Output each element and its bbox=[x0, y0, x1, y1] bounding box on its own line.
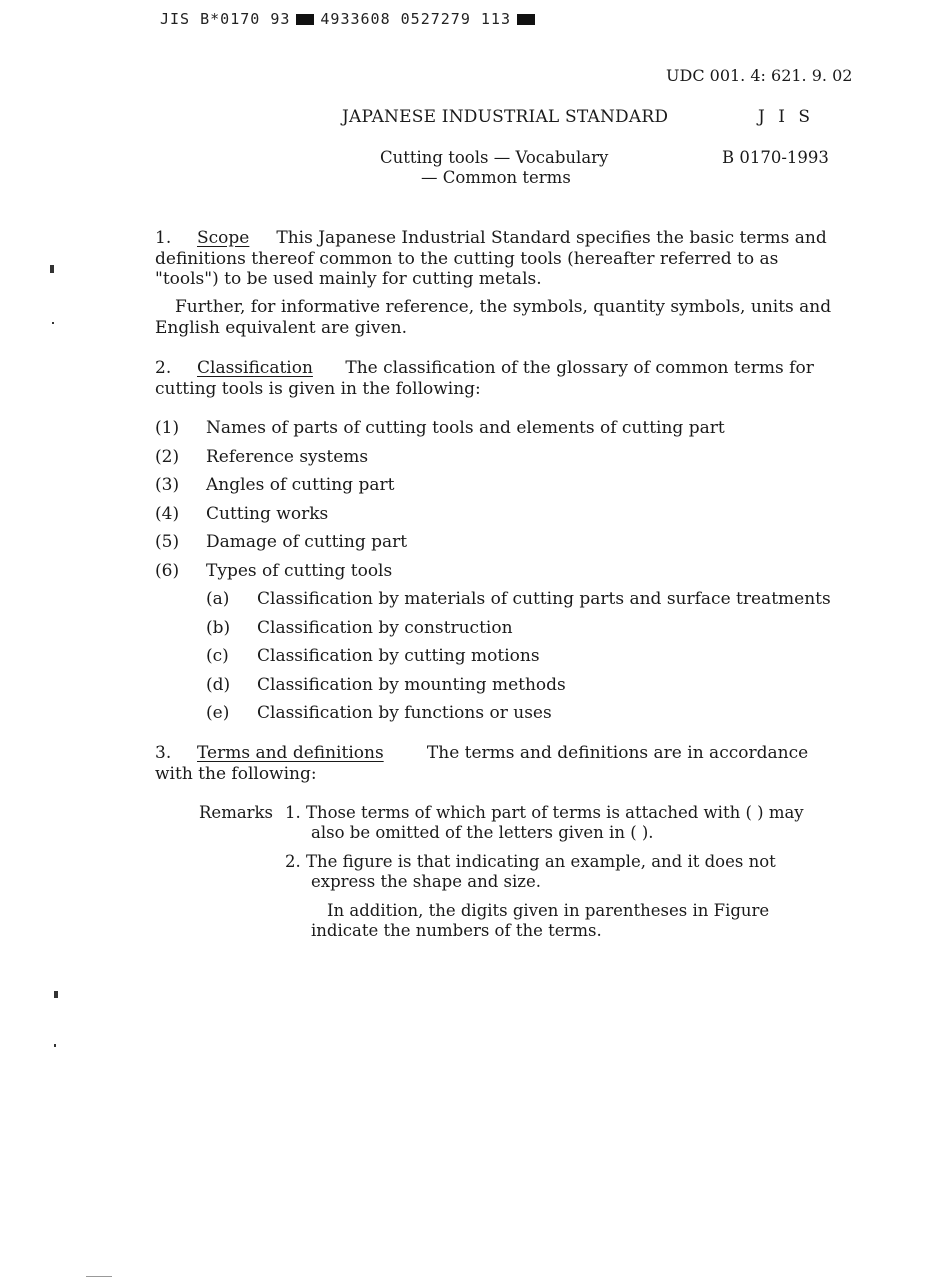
sub-list-item-text: Classification by mounting methods bbox=[257, 674, 566, 695]
scan-speck bbox=[52, 322, 54, 324]
section-text: The classification of the glossary of common terms for cutting tools is given in the following: bbox=[155, 358, 814, 399]
list-item-text: Names of parts of cutting tools and elements of cutting part bbox=[206, 418, 725, 438]
scope-paragraph-2: Further, for informative reference, the symbols, quantity symbols, units and English equivalent are given. bbox=[155, 297, 832, 338]
section-number: 3. bbox=[155, 743, 172, 763]
list-item-number: (1) bbox=[155, 418, 180, 438]
sub-list-item-text: Classification by functions or uses bbox=[257, 703, 552, 724]
list-item-text: Angles of cutting part bbox=[206, 475, 395, 496]
sub-list-item-number: (a) bbox=[206, 589, 230, 609]
scan-speck bbox=[50, 265, 54, 273]
list-item-text: Damage of cutting part bbox=[206, 532, 408, 553]
scan-speck bbox=[54, 991, 58, 998]
code-part-1: JIS B*0170 93 bbox=[160, 10, 291, 28]
subject-title bbox=[380, 148, 608, 188]
list-item-text: Reference systems bbox=[206, 446, 369, 467]
standard-number: B 0170-1993 bbox=[722, 148, 829, 167]
section-heading: Classification bbox=[197, 358, 313, 378]
section-text: This Japanese Industrial Standard specifies the basic terms and definitions thereof common to the cutting tools (hereafter referred to as "tools") to be used mainly for cutting metals. bbox=[155, 228, 827, 289]
section-heading: Terms and definitions bbox=[197, 743, 384, 763]
sub-list-item-number: (c) bbox=[206, 646, 229, 667]
section-number: 1. bbox=[155, 228, 172, 248]
udc-number: UDC 001. 4: 621. 9. 02 bbox=[666, 66, 853, 85]
code-part-2: 4933608 0527279 113 bbox=[320, 10, 511, 28]
terms-section bbox=[155, 743, 835, 784]
remark-3: In addition, the digits given in parentheses in Figure indicate the numbers of the terms. bbox=[311, 901, 770, 940]
barcode-block-end bbox=[517, 14, 535, 25]
subject-line-1: Cutting tools — Vocabulary bbox=[380, 148, 609, 167]
section-number: 2. bbox=[155, 358, 172, 378]
scan-speck bbox=[86, 1276, 112, 1277]
sub-list-item-number: (e) bbox=[206, 703, 230, 724]
classification-section bbox=[155, 358, 835, 399]
remark-2 bbox=[285, 852, 821, 892]
sub-list-item-text: Classification by construction bbox=[257, 617, 513, 638]
list-item-number: (6) bbox=[155, 561, 180, 581]
list-item-number: (5) bbox=[155, 532, 180, 553]
barcode-block bbox=[296, 14, 314, 25]
scope-section bbox=[155, 228, 835, 290]
section-text: The terms and definitions are in accordance with the following: bbox=[155, 743, 809, 784]
subject-line-2: — Common terms bbox=[421, 168, 571, 187]
list-item-text: Cutting works bbox=[206, 503, 329, 524]
list-item-number: (4) bbox=[155, 503, 180, 524]
scan-speck bbox=[54, 1044, 56, 1047]
list-item-number: (2) bbox=[155, 446, 180, 467]
list-item-number: (3) bbox=[155, 475, 180, 496]
sub-list-item-text: Classification by materials of cutting parts and surface treatments bbox=[257, 589, 831, 609]
remark-1-text: 1. Those terms of which part of terms is attached with ( ) may also be omitted of the letters given in ( ). bbox=[285, 803, 804, 842]
list-item-text: Types of cutting tools bbox=[206, 561, 393, 581]
remarks-label: Remarks bbox=[199, 803, 274, 822]
document-code bbox=[160, 10, 541, 28]
remark-2-text: 2. The figure is that indicating an example, and it does not express the shape and size. bbox=[285, 852, 776, 891]
sub-list-item-text: Classification by cutting motions bbox=[257, 646, 540, 667]
sub-list-item-number: (d) bbox=[206, 674, 231, 695]
section-heading: Scope bbox=[197, 228, 250, 248]
remark-1 bbox=[285, 803, 841, 843]
standard-title: JAPANESE INDUSTRIAL STANDARD bbox=[342, 107, 669, 127]
sub-list-item-number: (b) bbox=[206, 617, 231, 638]
jis-mark: J I S bbox=[758, 107, 814, 127]
